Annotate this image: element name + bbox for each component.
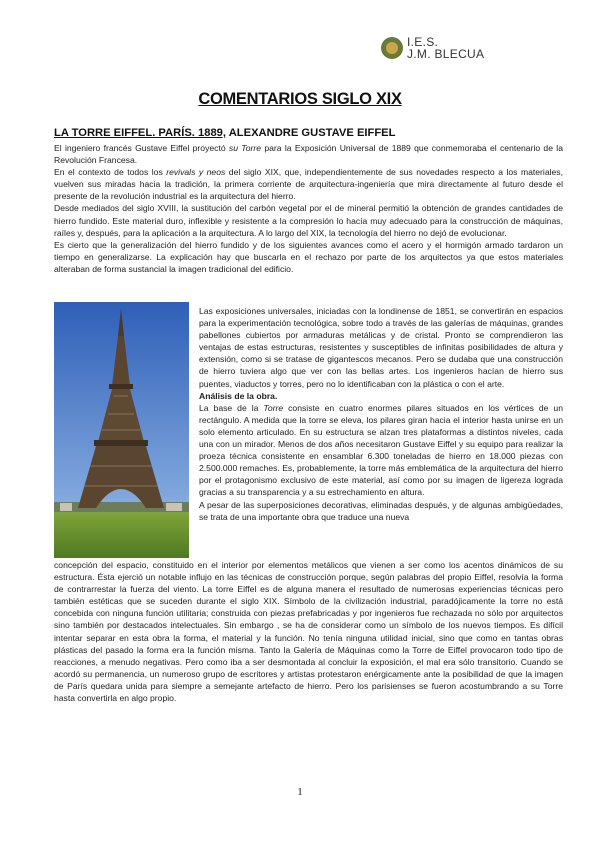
logo-line-2: J.M. BLECUA: [407, 47, 485, 61]
page-title: COMENTARIOS SIGLO XIX: [198, 90, 402, 108]
text-run: consiste en cuatro enormes pilares situados en los vértices de un rectángulo. A medida que la torre se eleva, los pilares giran hacia el interior hasta unirse en un solo elemento articulado. En su estructura se alzan tres plataformas a distintos niveles, cada una con un mirador. Menos de dos años necesitaron Gustave Eiffel y su equipo para realizar la proeza técnica consistente en ensamblar 6.300 toneladas de hierro en 18.000 piezas con 2.500.000 remaches. Es, probablemente, la torre más emblemática de la arquitectura del hierro por el protagonismo exclusivo de este material, así como por su imagen de ligereza lograda gracias a su transparencia y a su estrechamiento en altura.: [199, 402, 563, 498]
paragraph: concepción del espacio, constituido en el interior por elementos metálicos que vienen a ser como los acentos dinámicos de su estructura. Ésta ejerció un notable influjo en las técnicas de construcción porque, según palabras del propio Eiffel, resolvía la forma de contrarrestar la fuerza del viento. La torre Eiffel es de alguna manera el resultado de numerosas experiencias técnicas pero también estéticas que se suceden durante el siglo XIX. Símbolo de la civilización industrial, paradójicamente la torre no está concebida con ninguna función utilitaria; construida con piezas prefabricadas y por ingenieros fue rechazada no sólo por arquitectos sino también por destacados intelectuales. Sin embargo , se ha de considerar como un símbolo de los nuevos tiempos. Es difícil intentar separar en esta obra la forma, el material y la función. No tenía ninguna utilidad inicial, sino que como en tantas obras plásticas del pasado la forma era la función misma. Tanto la Galería de Máquinas como la Torre de Eiffel provocaron todo tipo de reacciones, a menudo negativas. Pero como iba a ser desmontada al concluir la exposición, el mal era sólo transitorio. Cuando se acordó su permanencia, un numeroso grupo de escritores y artistas protestaron enérgicamente ante la posibilidad de que la imagen de París quedara unida para siempre a semejante artefacto de hierro. Pero los parisienses se fueron acostumbrando a su Torre hasta convertirla en algo propio.: [54, 560, 563, 704]
subsection-heading: Análisis de la obra.: [199, 390, 278, 401]
text-run: En el contexto de todos los: [54, 167, 167, 178]
column-text: [199, 305, 563, 523]
heading-underlined: LA TORRE EIFFEL. PARÍS. 1889,: [54, 127, 226, 139]
text-run: La base de la: [199, 402, 264, 413]
closing-text: [54, 559, 563, 704]
text-run: del siglo XIX, que, independientemente de sus novedades respecto a los materiales, vuelven sus miradas hacia la tradición, la primera corriente de arquitectura-ingeniería que mira directamente al futuro desde el presente de la revolución industrial es la arquitectura del hierro.: [54, 167, 563, 202]
heading-author: ALEXANDRE GUSTAVE EIFFEL: [226, 127, 396, 139]
text-run: El ingeniero francés Gustave Eiffel proyectó: [54, 143, 229, 153]
eiffel-tower-photo: [54, 302, 189, 558]
page-number: 1: [297, 786, 303, 798]
eiffel-tower-icon: [54, 302, 189, 558]
school-logo: [381, 36, 484, 60]
intro-text: [54, 142, 563, 275]
paragraph: Es cierto que la generalización del hierro fundido y de los siguientes avances como el acero y el hormigón armado tardaron un tiempo en generalizarse. La explicación hay que buscarla en el rechazo por parte de los arquitectos ya que estos materiales alteraban de forma sustancial la imagen tradicional del edificio.: [54, 239, 563, 274]
logo-line-1: I.E.S.: [407, 35, 439, 49]
text-run: para la Exposición Universal de 1889 que conmemoraba el centenario de la Revolución Francesa.: [54, 143, 563, 166]
paragraph: Desde mediados del siglo XVIII, la sustitución del carbón vegetal por el de mineral permitió la obtención de grandes cantidades de hierro fundido. Este material duro, inflexible y resistente a la compresión lo hacía muy adecuado para la construcción de máquinas, raíles y, después, para la aplicación a la arquitectura. A lo largo del XIX, la tecnología del hierro no dejó de evolucionar.: [54, 203, 563, 238]
text-emphasis: su Torre: [228, 143, 262, 153]
paragraph: [54, 142, 563, 166]
text-emphasis: revivals y neos: [166, 167, 226, 178]
paragraph: [199, 402, 563, 499]
school-name: [407, 36, 484, 60]
text-emphasis: Torre: [263, 402, 284, 413]
section-heading: [54, 127, 395, 139]
paragraph: [54, 166, 563, 202]
school-seal-icon: [381, 37, 403, 59]
paragraph: A pesar de las superposiciones decorativas, eliminadas después, y de algunas ambigüedades, se trata de una importante obra que traduce una nueva: [199, 499, 563, 522]
paragraph: Las exposiciones universales, iniciadas con la londinense de 1851, se convertirán en espacios para la experimentación tecnológica, sobre todo a través de las galerías de máquinas, grandes pabellones cubiertos por armaduras metálicas y de cristal. Pronto se comprendieron las ventajas de estas estructuras, resistentes y susceptibles de infinitas posibilidades de altura y extensión, como si se tratase de gigantescos mecanos. Pero se dudaba que una construcción de hierro tuviera algo que ver con las bellas artes. Los ingenieros hacían de hierro sus puentes, viaductos y torres, pero no lo identificaban con la plástica o con el arte.: [199, 306, 563, 389]
